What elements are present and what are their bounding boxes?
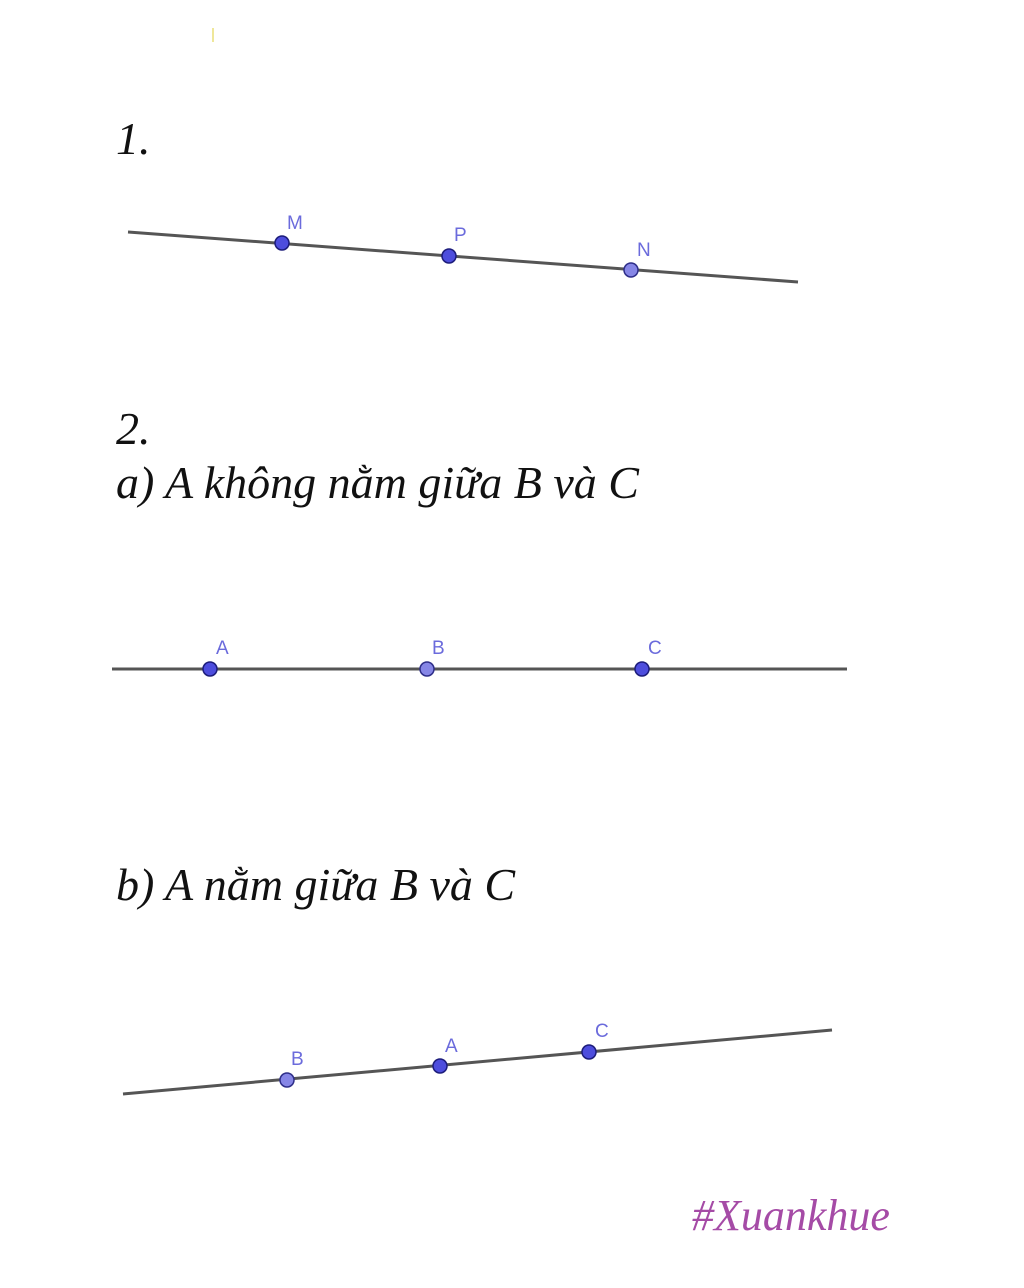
point-a [433, 1059, 447, 1073]
label-a: A [445, 1036, 458, 1057]
point-c [582, 1045, 596, 1059]
point-b [280, 1073, 294, 1087]
author-signature: #Xuankhue [692, 1191, 890, 1240]
heading-part-2: 2. [116, 403, 151, 454]
label-b: B [291, 1049, 304, 1070]
label-c: C [648, 638, 662, 659]
label-n: N [637, 240, 651, 261]
label-b: B [432, 638, 445, 659]
label-c: C [595, 1021, 609, 1042]
heading-part-1: 1. [116, 113, 151, 164]
label-a: A [216, 638, 229, 659]
heading-part-2b: b) A nằm giữa B và C [116, 859, 516, 910]
heading-part-2a: a) A không nằm giữa B và C [116, 457, 639, 508]
figure-2b-line [123, 1030, 832, 1094]
label-p: P [454, 225, 467, 246]
label-m: M [287, 213, 303, 234]
